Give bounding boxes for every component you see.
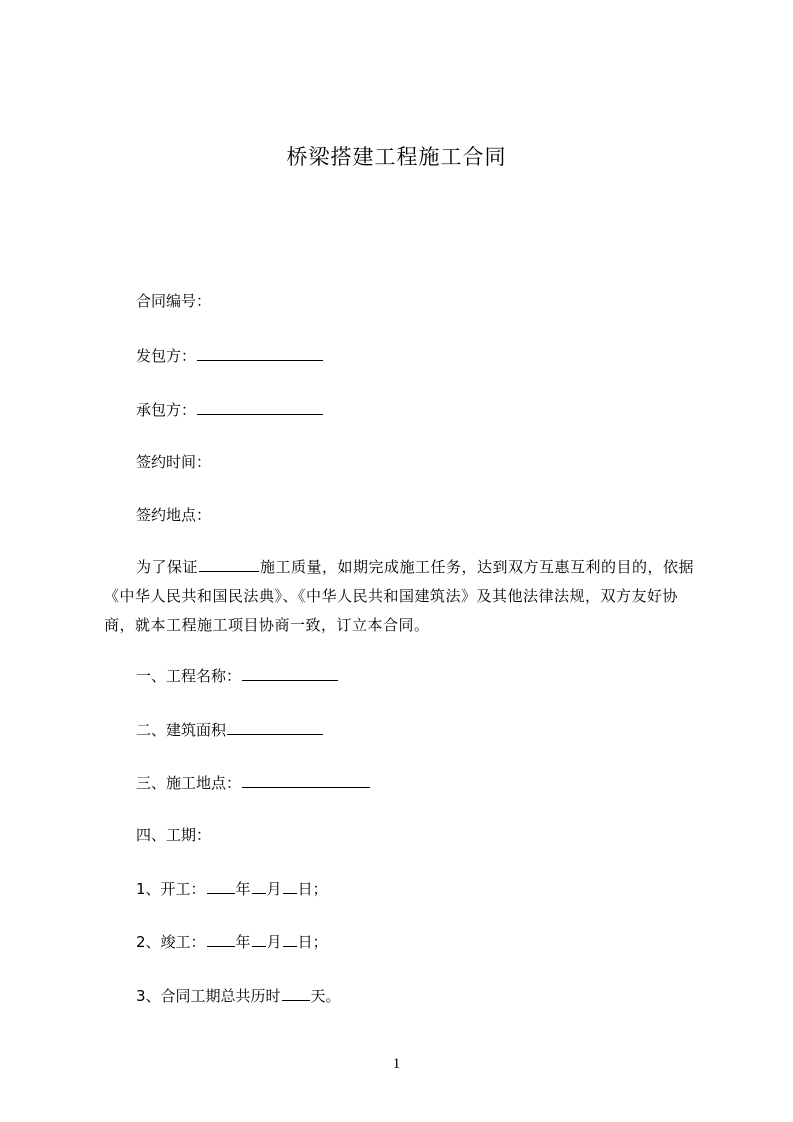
start-day-blank (283, 877, 297, 894)
start-month-unit: 月 (266, 880, 282, 898)
sign-place-label: 签约地点： (136, 506, 212, 524)
finish-day-blank (283, 930, 297, 947)
employer-blank (197, 344, 323, 361)
intro-blank (199, 555, 259, 572)
start-year-blank (207, 877, 235, 894)
total-duration-line (136, 984, 341, 1007)
finish-month-blank (252, 930, 266, 947)
project-name-line (136, 664, 339, 687)
project-name-blank (242, 664, 338, 681)
start-label: 1、开工： (136, 880, 206, 898)
site-label: 三、施工地点： (136, 774, 242, 792)
project-name-label: 一、工程名称： (136, 667, 242, 685)
period-label: 四、工期： (136, 826, 212, 844)
site-blank (242, 771, 370, 788)
contractor-line (136, 398, 324, 421)
finish-year-unit: 年 (235, 933, 251, 951)
building-area-label: 二、建筑面积 (136, 721, 227, 739)
employer-label: 发包方： (136, 347, 197, 365)
intro-part1: 为了保证 (136, 558, 199, 576)
building-area-blank (227, 718, 323, 735)
finish-month-unit: 月 (266, 933, 282, 951)
sign-time-line (136, 451, 211, 473)
start-year-unit: 年 (235, 880, 251, 898)
site-line (136, 771, 371, 794)
total-duration-suffix: 天。 (310, 987, 341, 1005)
start-month-blank (252, 877, 266, 894)
building-area-line (136, 718, 324, 741)
start-day-unit: 日； (297, 880, 328, 898)
contractor-label: 承包方： (136, 401, 197, 419)
finish-label: 2、竣工： (136, 933, 206, 951)
sign-time-label: 签约时间： (136, 453, 212, 471)
contract-number-line (136, 290, 211, 312)
intro-paragraph (104, 553, 704, 640)
finish-date-line (136, 930, 328, 953)
total-duration-blank (282, 984, 310, 1001)
finish-year-blank (207, 930, 235, 947)
page-number: 1 (392, 1056, 401, 1072)
document-title: 桥梁搭建工程施工合同 (286, 145, 507, 169)
employer-line (136, 344, 324, 367)
start-date-line (136, 877, 328, 900)
period-line (136, 824, 211, 846)
sign-place-line (136, 504, 211, 526)
finish-day-unit: 日； (297, 933, 328, 951)
contract-number-label: 合同编号： (136, 292, 212, 310)
intro-part2: 施工质量，如期完成施工任务，达到双方互惠互利的目的，依据《中华人民共和国民法典》、《中华人民共和国建筑法》及其他法律法规，双方友好协商，就本工程施工项目协商一致，订立本合同。 (104, 558, 695, 634)
contractor-blank (197, 398, 323, 415)
total-duration-prefix: 3、合同工期总共历时 (136, 987, 281, 1005)
